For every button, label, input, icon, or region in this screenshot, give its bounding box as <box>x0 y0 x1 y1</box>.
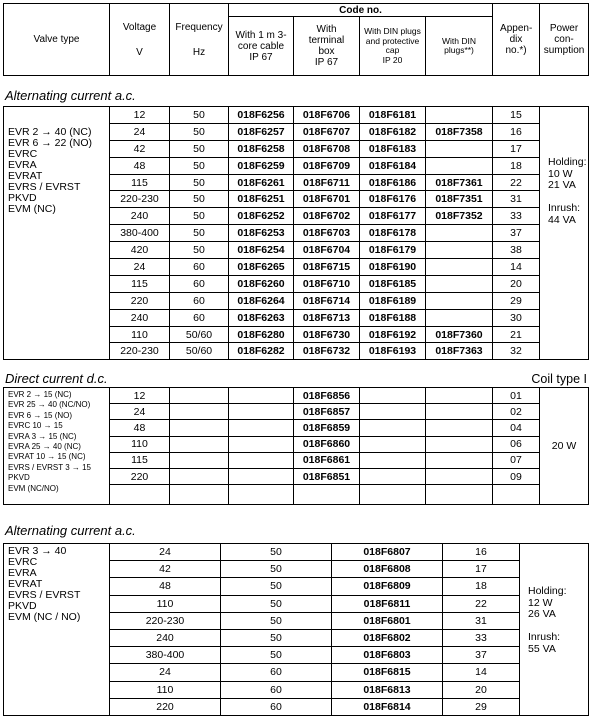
code-cell: 018F6803 <box>332 647 443 664</box>
voltage-cell: 380-400 <box>110 225 170 242</box>
code-cable-cell: 018F6280 <box>229 326 294 343</box>
code-cable-cell: 018F6264 <box>229 292 294 309</box>
header-code-no: Code no. <box>229 4 493 17</box>
frequency-cell: 50 <box>221 647 332 664</box>
code-din-cell <box>426 107 493 124</box>
appendix-cell: 22 <box>443 595 520 612</box>
frequency-cell <box>170 388 229 404</box>
voltage-cell: 24 <box>110 544 221 561</box>
power-line: 44 VA <box>548 213 576 226</box>
voltage-cell: 110 <box>110 595 221 612</box>
code-dinprot-cell: 018F6192 <box>360 326 426 343</box>
code-cell: 018F6807 <box>332 544 443 561</box>
code-din-cell: 018F7351 <box>426 191 493 208</box>
frequency-cell: 50 <box>170 191 229 208</box>
frequency-cell <box>170 420 229 436</box>
code-din-cell <box>426 275 493 292</box>
code-cell: 018F6802 <box>332 629 443 646</box>
valve-type-item: PKVD <box>8 473 30 483</box>
frequency-cell: 60 <box>170 292 229 309</box>
valve-type-item: EVR 2 → 40 (NC) <box>8 126 92 138</box>
valve-type-item: EVRC <box>8 148 38 160</box>
code-dinprot-cell: 018F6181 <box>360 107 426 124</box>
voltage-cell: 24 <box>110 404 170 420</box>
valve-type-item: EVR 6 → 15 (NO) <box>8 410 73 420</box>
voltage-cell: 220-230 <box>110 612 221 629</box>
header-appendix: Appen-dix no.*) <box>493 4 540 76</box>
voltage-cell: 42 <box>110 140 170 157</box>
valve-type-cell <box>4 544 110 716</box>
code-cable-cell <box>229 404 294 420</box>
empty-cell <box>294 485 360 505</box>
valve-type-item: EVRC 10 → 15 <box>8 421 63 431</box>
valve-type-item: EVM (NC / NO) <box>8 611 81 623</box>
code-cable-cell: 018F6263 <box>229 309 294 326</box>
frequency-cell <box>170 404 229 420</box>
power-line: 10 W <box>548 167 573 180</box>
code-din-cell <box>426 388 493 404</box>
appendix-cell: 38 <box>493 242 540 259</box>
appendix-cell: 14 <box>493 259 540 276</box>
code-cable-cell: 018F6282 <box>229 343 294 360</box>
code-dinprot-cell <box>360 436 426 452</box>
code-din-cell <box>426 292 493 309</box>
code-terminal-cell: 018F6711 <box>294 174 360 191</box>
voltage-cell: 12 <box>110 388 170 404</box>
appendix-cell: 01 <box>493 388 540 404</box>
empty-cell <box>229 485 294 505</box>
power-consumption-cell: 20 W <box>540 388 589 505</box>
code-cell: 018F6801 <box>332 612 443 629</box>
empty-cell <box>110 485 170 505</box>
frequency-cell <box>170 452 229 468</box>
code-din-cell <box>426 468 493 484</box>
code-cable-cell: 018F6256 <box>229 107 294 124</box>
code-cable-cell: 018F6265 <box>229 259 294 276</box>
voltage-cell: 110 <box>110 326 170 343</box>
power-line: Inrush: <box>548 202 581 214</box>
frequency-cell: 50/60 <box>170 326 229 343</box>
frequency-cell: 60 <box>221 664 332 681</box>
appendix-cell: 32 <box>493 343 540 360</box>
code-dinprot-cell: 018F6186 <box>360 174 426 191</box>
code-terminal-cell: 018F6857 <box>294 404 360 420</box>
valve-type-item: EVRS / EVRST <box>8 181 81 193</box>
table-row <box>4 107 589 124</box>
table-row <box>4 544 589 561</box>
code-dinprot-cell <box>360 468 426 484</box>
valve-type-item: EVR 6 → 22 (NO) <box>8 137 93 149</box>
appendix-cell: 29 <box>493 292 540 309</box>
appendix-cell: 33 <box>443 629 520 646</box>
code-din-cell <box>426 157 493 174</box>
code-cable-cell <box>229 420 294 436</box>
header-frequency: Frequency Hz <box>170 4 229 76</box>
code-dinprot-cell: 018F6179 <box>360 242 426 259</box>
code-cell: 018F6815 <box>332 664 443 681</box>
code-terminal-cell: 018F6861 <box>294 452 360 468</box>
frequency-cell: 50 <box>221 612 332 629</box>
empty-cell <box>360 485 426 505</box>
valve-type-cell <box>4 107 110 360</box>
voltage-cell: 220-230 <box>110 343 170 360</box>
appendix-cell: 30 <box>493 309 540 326</box>
appendix-cell: 02 <box>493 404 540 420</box>
code-cable-cell: 018F6259 <box>229 157 294 174</box>
code-din-cell <box>426 452 493 468</box>
empty-cell <box>426 485 493 505</box>
voltage-cell: 380-400 <box>110 647 221 664</box>
voltage-cell: 24 <box>110 664 221 681</box>
valve-type-item: EVM (NC) <box>8 203 56 215</box>
frequency-cell: 50 <box>170 123 229 140</box>
code-din-cell <box>426 309 493 326</box>
power-line: 12 W <box>528 596 553 609</box>
valve-type-item: EVR 3 → 40 <box>8 545 67 557</box>
frequency-cell: 50 <box>170 225 229 242</box>
valve-type-item: EVR 2 → 15 (NC) <box>8 390 72 399</box>
voltage-cell: 110 <box>110 681 221 698</box>
code-dinprot-cell: 018F6178 <box>360 225 426 242</box>
valve-type-item: EVRS / EVRST 3 → 15 <box>8 462 91 472</box>
voltage-cell: 240 <box>110 208 170 225</box>
code-dinprot-cell: 018F6184 <box>360 157 426 174</box>
code-dinprot-cell <box>360 388 426 404</box>
appendix-cell: 37 <box>443 647 520 664</box>
code-terminal-cell: 018F6710 <box>294 275 360 292</box>
voltage-cell: 115 <box>110 174 170 191</box>
voltage-cell: 48 <box>110 157 170 174</box>
appendix-cell: 18 <box>493 157 540 174</box>
voltage-cell: 24 <box>110 123 170 140</box>
appendix-cell: 29 <box>443 698 520 715</box>
code-terminal-cell: 018F6702 <box>294 208 360 225</box>
frequency-cell: 50 <box>221 578 332 595</box>
table-row <box>4 388 589 404</box>
code-dinprot-cell: 018F6183 <box>360 140 426 157</box>
header-table <box>3 3 589 76</box>
code-cable-cell: 018F6261 <box>229 174 294 191</box>
code-cable-cell <box>229 436 294 452</box>
code-cable-cell: 018F6258 <box>229 140 294 157</box>
code-cable-cell <box>229 452 294 468</box>
code-din-cell: 018F7363 <box>426 343 493 360</box>
code-cable-cell: 018F6251 <box>229 191 294 208</box>
header-col-dinprot: With DIN plugs and protective cap IP 20 <box>360 17 426 76</box>
appendix-cell: 18 <box>443 578 520 595</box>
code-dinprot-cell <box>360 404 426 420</box>
frequency-cell: 50 <box>170 140 229 157</box>
voltage-cell: 240 <box>110 629 221 646</box>
coil-type-label: Coil type I <box>531 372 587 386</box>
valve-type-item: PKVD <box>8 192 37 204</box>
code-dinprot-cell <box>360 420 426 436</box>
frequency-cell: 50 <box>221 629 332 646</box>
code-cable-cell: 018F6252 <box>229 208 294 225</box>
code-dinprot-cell: 018F6177 <box>360 208 426 225</box>
frequency-cell: 50 <box>170 107 229 124</box>
frequency-cell: 50/60 <box>170 343 229 360</box>
code-dinprot-cell: 018F6188 <box>360 309 426 326</box>
frequency-cell: 60 <box>221 698 332 715</box>
code-terminal-cell: 018F6707 <box>294 123 360 140</box>
voltage-cell: 42 <box>110 561 221 578</box>
dc-table <box>3 387 589 505</box>
voltage-cell: 110 <box>110 436 170 452</box>
appendix-cell: 07 <box>493 452 540 468</box>
empty-cell <box>170 485 229 505</box>
frequency-cell: 50 <box>221 544 332 561</box>
code-cell: 018F6811 <box>332 595 443 612</box>
section1-title: Alternating current a.c. <box>5 88 136 103</box>
frequency-cell: 60 <box>170 275 229 292</box>
appendix-cell: 33 <box>493 208 540 225</box>
code-terminal-cell: 018F6859 <box>294 420 360 436</box>
appendix-cell: 04 <box>493 420 540 436</box>
valve-type-item: EVM (NC/NO) <box>8 483 59 493</box>
code-terminal-cell: 018F6709 <box>294 157 360 174</box>
frequency-cell: 60 <box>221 681 332 698</box>
code-terminal-cell: 018F6703 <box>294 225 360 242</box>
frequency-cell <box>170 436 229 452</box>
header-col-terminal: With terminal box IP 67 <box>294 17 360 76</box>
frequency-cell: 50 <box>221 595 332 612</box>
frequency-cell: 50 <box>170 157 229 174</box>
header-col-din: With DIN plugs**) <box>426 17 493 76</box>
valve-type-item: EVR 25 → 40 (NC/NO) <box>8 400 91 410</box>
appendix-cell: 37 <box>493 225 540 242</box>
empty-cell <box>493 485 540 505</box>
frequency-cell: 60 <box>170 259 229 276</box>
header-col-cable: With 1 m 3-core cable IP 67 <box>229 17 294 76</box>
power-line: Holding: <box>548 156 587 168</box>
code-cable-cell <box>229 468 294 484</box>
code-terminal-cell: 018F6856 <box>294 388 360 404</box>
code-din-cell: 018F7360 <box>426 326 493 343</box>
header-voltage: Voltage V <box>110 4 170 76</box>
power-line: 55 VA <box>528 642 556 655</box>
ac-table-2 <box>3 543 589 716</box>
code-din-cell: 018F7361 <box>426 174 493 191</box>
frequency-cell: 50 <box>221 561 332 578</box>
power-line: 26 VA <box>528 608 556 620</box>
power-consumption-cell <box>520 544 589 716</box>
valve-type-item: EVRAT 10 → 15 (NC) <box>8 452 86 462</box>
power-consumption-cell <box>540 107 589 360</box>
code-cell: 018F6813 <box>332 681 443 698</box>
appendix-cell: 20 <box>443 681 520 698</box>
code-dinprot-cell: 018F6190 <box>360 259 426 276</box>
appendix-cell: 31 <box>443 612 520 629</box>
voltage-cell: 220-230 <box>110 191 170 208</box>
code-din-cell <box>426 404 493 420</box>
code-cell: 018F6814 <box>332 698 443 715</box>
valve-type-cell <box>4 388 110 505</box>
code-terminal-cell: 018F6732 <box>294 343 360 360</box>
valve-type-item: EVRS / EVRST <box>8 589 81 601</box>
code-terminal-cell: 018F6851 <box>294 468 360 484</box>
code-terminal-cell: 018F6714 <box>294 292 360 309</box>
appendix-cell: 17 <box>443 561 520 578</box>
code-cable-cell: 018F6260 <box>229 275 294 292</box>
code-dinprot-cell: 018F6176 <box>360 191 426 208</box>
voltage-cell: 48 <box>110 420 170 436</box>
code-din-cell <box>426 225 493 242</box>
code-din-cell <box>426 242 493 259</box>
code-terminal-cell: 018F6715 <box>294 259 360 276</box>
appendix-cell: 21 <box>493 326 540 343</box>
power-line: 21 VA <box>548 179 576 191</box>
valve-type-item: EVRA <box>8 567 37 579</box>
appendix-cell: 06 <box>493 436 540 452</box>
code-din-cell: 018F7358 <box>426 123 493 140</box>
code-cell: 018F6809 <box>332 578 443 595</box>
code-dinprot-cell <box>360 452 426 468</box>
code-din-cell <box>426 436 493 452</box>
code-terminal-cell: 018F6860 <box>294 436 360 452</box>
code-dinprot-cell: 018F6189 <box>360 292 426 309</box>
header-valve-type: Valve type <box>4 4 110 76</box>
valve-type-item: EVRAT <box>8 578 43 590</box>
frequency-cell: 50 <box>170 174 229 191</box>
valve-type-item: EVRA 25 → 40 (NC) <box>8 442 81 452</box>
voltage-cell: 115 <box>110 452 170 468</box>
code-cell: 018F6808 <box>332 561 443 578</box>
header-power: Power con-sumption <box>540 4 589 76</box>
code-cable-cell: 018F6254 <box>229 242 294 259</box>
power-line: Inrush: <box>528 631 561 643</box>
valve-type-item: EVRC <box>8 556 38 568</box>
appendix-cell: 14 <box>443 664 520 681</box>
appendix-cell: 09 <box>493 468 540 484</box>
code-cable-cell <box>229 388 294 404</box>
voltage-cell: 220 <box>110 468 170 484</box>
section2-title: Direct current d.c. <box>5 371 108 386</box>
code-din-cell <box>426 259 493 276</box>
valve-type-item: PKVD <box>8 600 37 612</box>
code-terminal-cell: 018F6701 <box>294 191 360 208</box>
appendix-cell: 17 <box>493 140 540 157</box>
appendix-cell: 20 <box>493 275 540 292</box>
code-cable-cell: 018F6253 <box>229 225 294 242</box>
code-cable-cell: 018F6257 <box>229 123 294 140</box>
frequency-cell: 60 <box>170 309 229 326</box>
section3-title: Alternating current a.c. <box>5 523 136 538</box>
code-dinprot-cell: 018F6182 <box>360 123 426 140</box>
code-terminal-cell: 018F6704 <box>294 242 360 259</box>
code-dinprot-cell: 018F6185 <box>360 275 426 292</box>
code-terminal-cell: 018F6730 <box>294 326 360 343</box>
power-line: Holding: <box>528 585 567 597</box>
voltage-cell: 24 <box>110 259 170 276</box>
voltage-cell: 48 <box>110 578 221 595</box>
voltage-cell: 420 <box>110 242 170 259</box>
voltage-cell: 240 <box>110 309 170 326</box>
voltage-cell: 115 <box>110 275 170 292</box>
ac-table-1 <box>3 106 589 360</box>
code-din-cell <box>426 140 493 157</box>
code-terminal-cell: 018F6708 <box>294 140 360 157</box>
appendix-cell: 16 <box>443 544 520 561</box>
frequency-cell <box>170 468 229 484</box>
appendix-cell: 31 <box>493 191 540 208</box>
code-dinprot-cell: 018F6193 <box>360 343 426 360</box>
frequency-cell: 50 <box>170 242 229 259</box>
voltage-cell: 12 <box>110 107 170 124</box>
valve-type-item: EVRAT <box>8 170 43 182</box>
voltage-cell: 220 <box>110 698 221 715</box>
code-terminal-cell: 018F6706 <box>294 107 360 124</box>
code-terminal-cell: 018F6713 <box>294 309 360 326</box>
valve-type-item: EVRA <box>8 159 37 171</box>
voltage-cell: 220 <box>110 292 170 309</box>
appendix-cell: 15 <box>493 107 540 124</box>
code-din-cell <box>426 420 493 436</box>
valve-type-item: EVRA 3 → 15 (NC) <box>8 431 77 441</box>
appendix-cell: 16 <box>493 123 540 140</box>
code-din-cell: 018F7352 <box>426 208 493 225</box>
appendix-cell: 22 <box>493 174 540 191</box>
frequency-cell: 50 <box>170 208 229 225</box>
